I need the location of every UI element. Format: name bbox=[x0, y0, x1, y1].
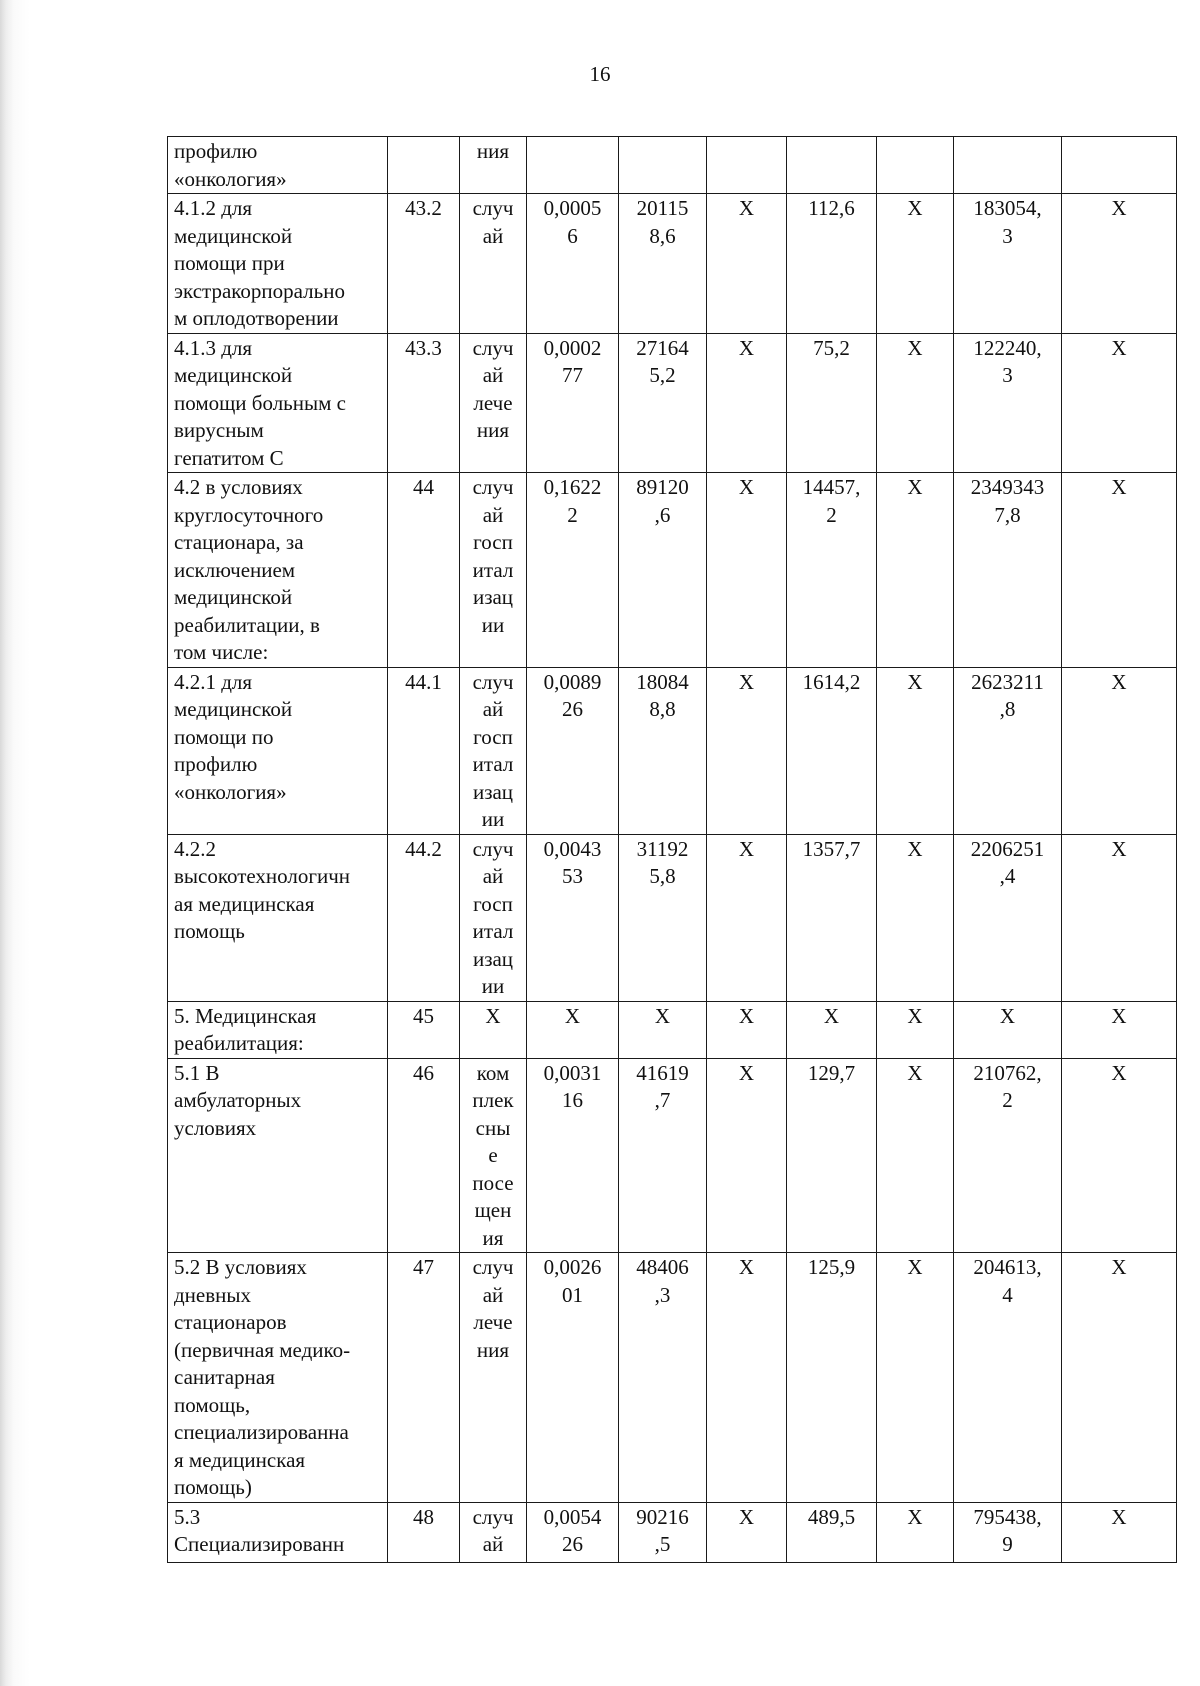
table-cell: Х bbox=[1062, 1058, 1177, 1253]
table-cell: 48406 ,3 bbox=[619, 1253, 707, 1503]
table-cell: Х bbox=[954, 1001, 1062, 1058]
table-cell: Х bbox=[877, 1502, 954, 1562]
table-row bbox=[168, 1253, 1177, 1503]
table-cell: случ ай госп итал изац ии bbox=[460, 667, 527, 834]
table-cell: 489,5 bbox=[787, 1502, 877, 1562]
table-cell: 5. Медицинская реабилитация: bbox=[168, 1001, 388, 1058]
table-cell: случ ай госп итал изац ии bbox=[460, 473, 527, 668]
table-cell: случ ай bbox=[460, 194, 527, 334]
table-cell: 0,0002 77 bbox=[527, 333, 619, 473]
table-body bbox=[168, 137, 1177, 1563]
table-cell: Х bbox=[707, 194, 787, 334]
table-cell: 44.2 bbox=[388, 834, 460, 1001]
table-cell: Х bbox=[619, 1001, 707, 1058]
table-row bbox=[168, 194, 1177, 334]
table-row bbox=[168, 834, 1177, 1001]
document-table bbox=[167, 136, 1177, 1563]
table-cell: Х bbox=[707, 333, 787, 473]
table-cell: Х bbox=[1062, 473, 1177, 668]
table-cell: Х bbox=[1062, 667, 1177, 834]
scan-edge bbox=[0, 0, 30, 1686]
table-cell: Х bbox=[1062, 1502, 1177, 1562]
table-cell: 89120 ,6 bbox=[619, 473, 707, 668]
table-cell bbox=[619, 137, 707, 194]
table-cell: 4.2 в условиях круглосуточного стационара, за исключением медицинской реабилитации, в том числе: bbox=[168, 473, 388, 668]
table-cell: 14457, 2 bbox=[787, 473, 877, 668]
table-row bbox=[168, 1502, 1177, 1562]
table-cell: 112,6 bbox=[787, 194, 877, 334]
table-cell bbox=[787, 137, 877, 194]
table-cell: Х bbox=[1062, 333, 1177, 473]
table-cell: Х bbox=[877, 333, 954, 473]
table-cell: 4.1.3 для медицинской помощи больным с вирусным гепатитом С bbox=[168, 333, 388, 473]
table-cell: 210762, 2 bbox=[954, 1058, 1062, 1253]
table-cell: случ ай лече ния bbox=[460, 333, 527, 473]
page-number: 16 bbox=[589, 62, 611, 86]
table-cell: 2623211 ,8 bbox=[954, 667, 1062, 834]
table-cell: Х bbox=[707, 1058, 787, 1253]
table-cell: Х bbox=[707, 473, 787, 668]
table-cell: Х bbox=[707, 1001, 787, 1058]
table-cell: Х bbox=[707, 1502, 787, 1562]
table-row bbox=[168, 1001, 1177, 1058]
table-cell: Х bbox=[787, 1001, 877, 1058]
table-row bbox=[168, 137, 1177, 194]
table-cell: 41619 ,7 bbox=[619, 1058, 707, 1253]
table-cell: ния bbox=[460, 137, 527, 194]
table-cell: Х bbox=[877, 667, 954, 834]
table-cell: 5.1 В амбулаторных условиях bbox=[168, 1058, 388, 1253]
table-cell: 44.1 bbox=[388, 667, 460, 834]
table-cell: 204613, 4 bbox=[954, 1253, 1062, 1503]
table-cell: Х bbox=[707, 1253, 787, 1503]
table-cell: 46 bbox=[388, 1058, 460, 1253]
table-cell: 0,0005 6 bbox=[527, 194, 619, 334]
table-cell: Х bbox=[1062, 1001, 1177, 1058]
table-cell: случ ай bbox=[460, 1502, 527, 1562]
table-cell: 43.3 bbox=[388, 333, 460, 473]
table-cell bbox=[954, 137, 1062, 194]
table-cell: Х bbox=[877, 194, 954, 334]
table-cell: Х bbox=[1062, 194, 1177, 334]
table-cell: 2349343 7,8 bbox=[954, 473, 1062, 668]
table-cell: случ ай госп итал изац ии bbox=[460, 834, 527, 1001]
table-cell: 125,9 bbox=[787, 1253, 877, 1503]
table-cell: 0,0089 26 bbox=[527, 667, 619, 834]
table-cell bbox=[707, 137, 787, 194]
table-cell: Х bbox=[877, 1001, 954, 1058]
table-cell: 183054, 3 bbox=[954, 194, 1062, 334]
table-cell: 795438, 9 bbox=[954, 1502, 1062, 1562]
table-cell: 5.2 В условиях дневных стационаров (первичная медико- санитарная помощь, специализированна я медицинская помощь) bbox=[168, 1253, 388, 1503]
table-cell: 5.3 Специализированн bbox=[168, 1502, 388, 1562]
table-cell: 31192 5,8 bbox=[619, 834, 707, 1001]
table-cell bbox=[527, 137, 619, 194]
table-cell: ком плек сны е посе щен ия bbox=[460, 1058, 527, 1253]
table-cell: Х bbox=[1062, 834, 1177, 1001]
table-row bbox=[168, 1058, 1177, 1253]
table-cell: 129,7 bbox=[787, 1058, 877, 1253]
table-cell: Х bbox=[527, 1001, 619, 1058]
table-cell: Х bbox=[877, 1253, 954, 1503]
table-cell: профилю «онкология» bbox=[168, 137, 388, 194]
table-cell: случ ай лече ния bbox=[460, 1253, 527, 1503]
table-cell bbox=[877, 137, 954, 194]
table-cell: 0,0043 53 bbox=[527, 834, 619, 1001]
table-cell: 45 bbox=[388, 1001, 460, 1058]
table-cell: 2206251 ,4 bbox=[954, 834, 1062, 1001]
table-row bbox=[168, 473, 1177, 668]
table-cell: Х bbox=[707, 834, 787, 1001]
table-cell bbox=[1062, 137, 1177, 194]
table-row bbox=[168, 333, 1177, 473]
table-cell: 18084 8,8 bbox=[619, 667, 707, 834]
table-cell: 122240, 3 bbox=[954, 333, 1062, 473]
table-cell: 1614,2 bbox=[787, 667, 877, 834]
table-cell: 0,0054 26 bbox=[527, 1502, 619, 1562]
table-cell: 48 bbox=[388, 1502, 460, 1562]
table-row bbox=[168, 667, 1177, 834]
table-cell: 4.2.1 для медицинской помощи по профилю «онкология» bbox=[168, 667, 388, 834]
table-cell bbox=[388, 137, 460, 194]
table-cell: 4.1.2 для медицинской помощи при экстракорпорально м оплодотворении bbox=[168, 194, 388, 334]
table-cell: 0,1622 2 bbox=[527, 473, 619, 668]
table-cell: 75,2 bbox=[787, 333, 877, 473]
table-cell: 47 bbox=[388, 1253, 460, 1503]
table-cell: 90216 ,5 bbox=[619, 1502, 707, 1562]
table-cell: Х bbox=[877, 1058, 954, 1253]
table-cell: 0,0026 01 bbox=[527, 1253, 619, 1503]
table-cell: 20115 8,6 bbox=[619, 194, 707, 334]
table-cell: 1357,7 bbox=[787, 834, 877, 1001]
table-cell: Х bbox=[460, 1001, 527, 1058]
table-cell: 0,0031 16 bbox=[527, 1058, 619, 1253]
table-cell: Х bbox=[707, 667, 787, 834]
table-cell: Х bbox=[877, 473, 954, 668]
table-cell: Х bbox=[877, 834, 954, 1001]
table-cell: 43.2 bbox=[388, 194, 460, 334]
table-cell: 27164 5,2 bbox=[619, 333, 707, 473]
table-cell: 4.2.2 высокотехнологичн ая медицинская помощь bbox=[168, 834, 388, 1001]
table-cell: 44 bbox=[388, 473, 460, 668]
table-cell: Х bbox=[1062, 1253, 1177, 1503]
